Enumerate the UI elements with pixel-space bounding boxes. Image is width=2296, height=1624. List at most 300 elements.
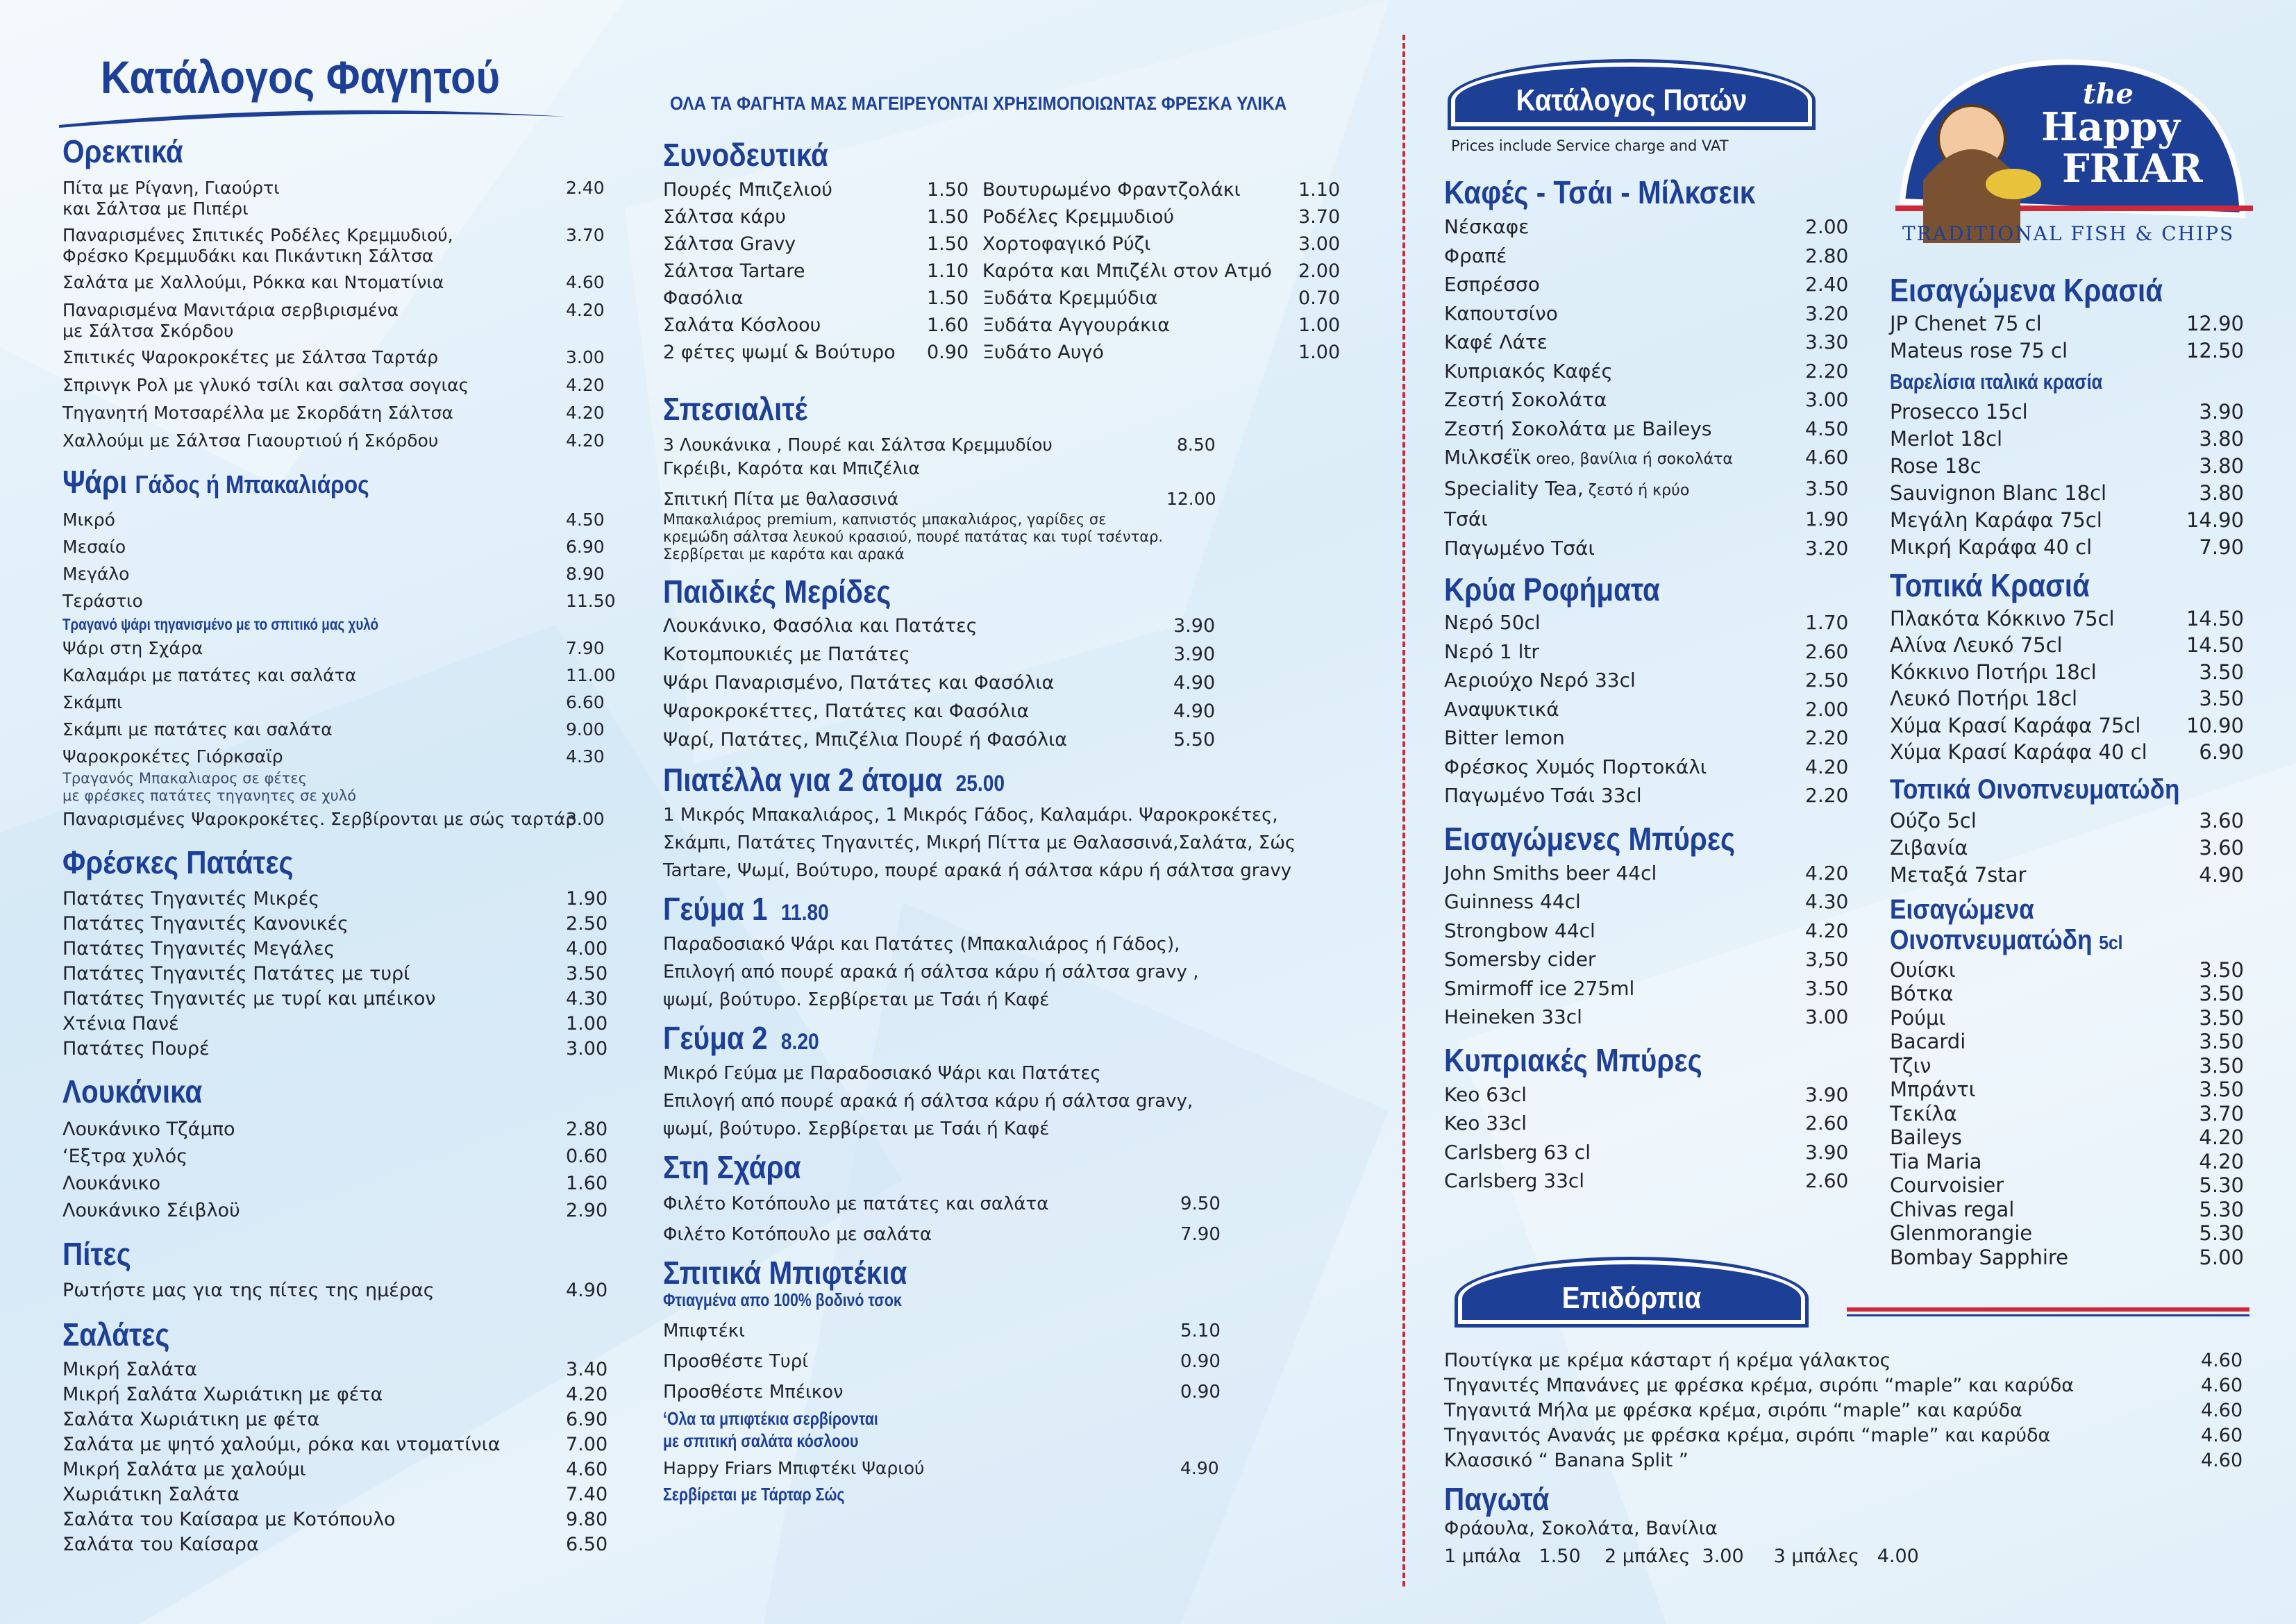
item-price: 2.60 (1805, 1112, 1849, 1135)
burger-note-2: με σπιτική σαλάτα κόσλοου (663, 1430, 859, 1451)
item-name: Bombay Sapphire (1890, 1245, 2069, 1269)
menu-item (663, 339, 969, 366)
menu-item (1444, 1003, 1888, 1032)
item-price: 3.00 (1805, 1005, 1849, 1028)
item-name: Chivas regal (1890, 1197, 2015, 1221)
section-title-pites: Πίτες (62, 1235, 131, 1272)
item-name: Bacardi (1890, 1030, 1966, 1054)
item-name: Παναρισμένες Σπιτικές Ροδέλες Κρεμμυδιού, (62, 225, 453, 245)
menu-item (62, 373, 618, 398)
item-name: Ξυδάτο Αυγό (982, 342, 1104, 363)
section-title-patates: Φρέσκες Πατάτες (62, 844, 294, 880)
item-name: Ψαροκροκέττες, Πατάτες και Φασόλια (663, 701, 1030, 722)
description-line: Επιλογή από πουρέ αρακά ή σάλτσα κάρυ ή σάλτσα gravy , (663, 962, 1199, 982)
item-name: Glenmorangie (1890, 1221, 2033, 1246)
menu-item (62, 689, 618, 716)
item-name: Λουκάνικο Σέιβλοϋ (62, 1199, 240, 1221)
item-price: 3.90 (1173, 615, 1216, 637)
item-price: 3.50 (2199, 982, 2244, 1006)
menu-item (1890, 399, 2244, 426)
item-name: Carlsberg 33cl (1444, 1169, 1585, 1192)
item-price: 3.80 (2199, 480, 2244, 505)
menu-item (62, 1532, 618, 1557)
menu-item (1444, 1398, 2249, 1423)
logo-friar: FRIAR (2062, 146, 2203, 192)
happy-friar-logo (1875, 35, 2263, 257)
logo-tagline: TRADITIONAL FISH & CHIPS (1902, 222, 2235, 245)
item-name: Smirmoff ice 275ml (1444, 976, 1635, 1000)
item-name: Πλακότα Κόκκινο 75cl (1890, 606, 2115, 630)
menu-item (1444, 299, 1888, 328)
item-price: 9.80 (566, 1508, 608, 1530)
item-name: Ροδέλες Κρεμμυδιού (982, 206, 1175, 228)
item-price: 4.20 (566, 403, 605, 423)
food-menu-title: Κατάλογος Φαγητού (101, 51, 501, 103)
menu-item (663, 726, 1357, 754)
item-name: Baileys (1890, 1125, 1962, 1150)
item-name: Σαλάτα του Καίσαρα με Κοτόπουλο (62, 1508, 396, 1530)
item-price: 4.60 (2201, 1425, 2243, 1446)
item-name: Χορτοφαγικό Ρύζι (982, 233, 1151, 255)
item-name: Σκάμπι με πατάτες και σαλάτα (62, 719, 333, 739)
section-title-platter: Πιατέλλα για 2 άτομα 25.00 (663, 762, 1005, 798)
item-price: 12.90 (2186, 312, 2244, 335)
item-price: 2.00 (1805, 697, 1849, 721)
menu-item (1890, 480, 2244, 507)
menu-item (1890, 1030, 2244, 1054)
seafood-pie-desc-3: Σερβίρεται με καρότα και αρακά (663, 546, 905, 562)
menu-item (62, 401, 618, 426)
column-food-2 (663, 139, 1357, 1505)
item-name: Νέσκαφε (1444, 215, 1530, 238)
item-name: Φασόλια (663, 287, 744, 309)
menu-item (1890, 1150, 2244, 1174)
item-name: Φιλέτο Κοτόπουλο με πατάτες και σαλάτα (663, 1194, 1049, 1214)
menu-item (982, 339, 1343, 366)
item-price: 4.90 (566, 1279, 608, 1301)
item-price: 3.90 (1805, 1140, 1849, 1164)
column-drinks-1 (1444, 176, 1888, 1196)
item-name: Ζεστή Σοκολάτα (1444, 388, 1607, 411)
item-price: 2.50 (1805, 669, 1849, 692)
divider-red (1847, 1307, 2249, 1312)
item-name: Νερό 50cl (1444, 611, 1541, 634)
menu-item (1444, 212, 1888, 242)
item-name: Σκάμπι (62, 692, 123, 712)
menu-item (1890, 685, 2244, 712)
item-name: Speciality Tea, (1444, 476, 1584, 500)
item-name: Κλασσικό “ Banana Split ” (1444, 1450, 1689, 1471)
item-price: 0.60 (566, 1145, 608, 1167)
item-name: Ούζο 5cl (1890, 808, 1977, 832)
item-price: 7.90 (2199, 535, 2244, 559)
menu-item (62, 587, 618, 614)
section-title-spesialite: Σπεσιαλιτέ (663, 391, 807, 427)
menu-item (62, 428, 618, 453)
seafood-pie-desc-1: Μπακαλιάρος premium, καπνιστός μπακαλιάρος, γαρίδες σε (663, 511, 1107, 528)
menu-item (62, 345, 618, 370)
item-name: Σάλτσα Gravy (663, 233, 796, 255)
menu-item (62, 1143, 618, 1170)
menu-item (1890, 862, 2244, 889)
divider-blue (1847, 1314, 2249, 1316)
menu-item (1890, 1198, 2244, 1222)
item-price: 2.90 (566, 1199, 608, 1221)
item-price: 4.90 (2199, 862, 2244, 887)
menu-item (62, 1357, 618, 1382)
section-title-biftekia: Σπιτικά Μπιφτέκια (663, 1255, 907, 1291)
item-name: Ζιβανία (1890, 835, 1968, 860)
item-price: 2.40 (566, 178, 605, 198)
item-name: Βότκα (1890, 982, 1954, 1006)
item-price: 1.60 (566, 1172, 608, 1194)
item-price: 3.50 (2199, 1078, 2244, 1102)
item-price: 3.70 (2199, 1101, 2244, 1125)
item-name: Λουκάνικο (62, 1172, 160, 1194)
item-name: Ξυδάτα Αγγουράκια (982, 315, 1170, 336)
item-name: Τζιν (1890, 1053, 1932, 1078)
item-price: 11.50 (566, 591, 616, 611)
menu-item (1890, 659, 2244, 686)
item-name: Παναρισμένα Μανιτάρια σερβιρισμένα (62, 300, 399, 320)
item-name: Σαλάτα με ψητό χαλούμι, ρόκα και ντοματίνια (62, 1433, 501, 1455)
menu-item (1890, 426, 2244, 453)
item-name: Σαλάτα με Χαλλούμι, Ρόκκα και Ντοματίνια (62, 272, 444, 292)
item-name: Λευκό Ποτήρι 18cl (1890, 687, 2078, 711)
menu-item (62, 298, 618, 323)
item-price: 3.50 (2199, 957, 2244, 982)
menu-item (1444, 695, 1888, 724)
draught-wines-subtitle: Βαρελίσια ιταλικά κρασία (1890, 369, 2103, 394)
item-price: 3.80 (2199, 453, 2244, 478)
menu-item (62, 662, 618, 689)
menu-item (62, 176, 618, 201)
ice-cream-scoops: 1 μπάλα 1.50 2 μπάλες 3.00 3 μπάλες 4.00 (1444, 1546, 1919, 1567)
item-price: 4.20 (1805, 919, 1849, 942)
item-price: 7.40 (566, 1483, 608, 1505)
logo-the: the (2083, 78, 2134, 110)
burger-beef-note: Φτιαγμένα απο 100% βοδινό τσοκ (663, 1289, 902, 1310)
item-price: 1.10 (1298, 179, 1341, 201)
menu-item (1890, 310, 2244, 337)
item-name: Σαλάτα του Καίσαρα (62, 1533, 259, 1555)
item-name: John Smiths beer 44cl (1444, 861, 1657, 885)
description-line: 1 Μικρός Μπακαλιάρος, 1 Μικρός Γάδος, Καλαμάρι. Ψαροκροκέτες, (663, 805, 1278, 826)
item-price: 2.40 (1805, 273, 1849, 296)
description-line: ψωμί, βούτυρο. Σερβίρεται με Τσάι ή Καφέ (663, 1119, 1050, 1139)
item-name: Καφέ Λάτε (1444, 330, 1548, 353)
item-name: Πατάτες Τηγανιτές Μεγάλες (62, 937, 335, 960)
item-price: 6.90 (2199, 740, 2244, 764)
menu-item (663, 640, 1357, 669)
item-name: Ψαροκροκέτες Γιόρκσαϊρ (62, 746, 283, 767)
item-name: Χωριάτικη Σαλάτα (62, 1483, 240, 1505)
item-name: Σαλάτα Χωριάτικη με φέτα (62, 1408, 320, 1430)
item-price: 3.50 (2199, 1005, 2244, 1030)
item-price: 4.30 (1805, 890, 1849, 913)
menu-item (62, 533, 618, 560)
item-detail: oreo, βανίλια ή σοκολάτα (1531, 451, 1733, 468)
item-name: Μεταξά 7star (1890, 862, 2027, 887)
menu-item: Σπιτική Πίτα με θαλασσινά 12.00 (663, 489, 1216, 509)
item-price: 3.60 (2199, 835, 2244, 860)
item-name: Σπρινγκ Ρολ με γλυκό τσίλι και σαλτσα σογιας (62, 375, 469, 395)
menu-item (1444, 1138, 1888, 1167)
item-name: Μιλκσέϊκ (1444, 446, 1532, 469)
menu-item (1444, 357, 1888, 386)
menu-item (1890, 632, 2244, 659)
item-name: Βουτυρωμένο Φραντζολάκι (982, 179, 1241, 201)
item-name: Καπουτσίνο (1444, 301, 1558, 325)
menu-item (1444, 666, 1888, 695)
menu-item (62, 1116, 618, 1143)
menu-item (663, 203, 969, 231)
item-name: Χτένια Πανέ (62, 1012, 179, 1035)
item-price: 4.20 (1805, 755, 1849, 778)
item-price: 4.50 (1805, 417, 1849, 440)
menu-item (1890, 835, 2244, 862)
item-name: Ρούμι (1890, 1005, 1946, 1030)
item-price: 4.20 (1805, 861, 1849, 885)
item-price: 14.50 (2186, 606, 2244, 630)
menu-item (1890, 453, 2244, 480)
prices-note: Prices include Service charge and VAT (1451, 137, 1729, 154)
description-line: Tartare, Ψωμί, Βούτυρο, πουρέ αρακά ή σάλτσα κάρυ ή σάλτσα gravy (663, 860, 1292, 881)
yorkshire-note-2: με φρέσκες πατάτες τηγανητες σε χυλό (62, 787, 357, 804)
menu-item (1890, 982, 2244, 1006)
menu-item (1444, 753, 1888, 782)
menu-item (663, 231, 969, 258)
menu-item (1444, 505, 1888, 534)
menu-item (1444, 916, 1888, 946)
item-price: 4.30 (566, 746, 605, 767)
column-food-1 (62, 135, 618, 1557)
menu-item (982, 231, 1343, 258)
item-name: Πατάτες Πουρέ (62, 1037, 210, 1060)
item-price: 4.60 (1805, 446, 1849, 469)
item-name: Ξυδάτα Κρεμμύδια (982, 287, 1158, 309)
section-title-paidikes: Παιδικές Μερίδες (663, 574, 891, 610)
item-price: 5.30 (2199, 1221, 2244, 1246)
ice-cream-flavours: Φράουλα, Σοκολάτα, Βανίλια (1444, 1518, 1718, 1539)
menu-item (62, 1277, 618, 1305)
item-name: Ψάρι στη Σχάρα (62, 637, 203, 658)
menu-item (663, 1189, 1357, 1219)
item-name: Mateus rose 75 cl (1890, 339, 2068, 362)
menu-item (1444, 328, 1888, 357)
item-price: 1.00 (1298, 342, 1341, 363)
item-name: Πατάτες Τηγανιτές με τυρί και μπέικον (62, 987, 436, 1010)
item-price: 3.50 (2199, 1030, 2244, 1054)
item-name: Εσπρέσσο (1444, 273, 1540, 296)
item-price: 3.50 (2199, 687, 2244, 711)
item-name: Τηγανιτά Μήλα με φρέσκα κρέμα, σιρόπι “maple” και καρύδα (1444, 1400, 2022, 1421)
column-drinks-2 (1890, 274, 2251, 1269)
menu-item (1444, 1348, 2249, 1373)
menu-item (1444, 637, 1888, 667)
section-title-kypr-beer: Κυπριακές Μπύρες (1444, 1041, 1702, 1078)
menu-item (1444, 474, 1888, 505)
item-name: Σάλτσα Tartare (663, 260, 805, 282)
item-price: 3.20 (1805, 536, 1849, 560)
item-price: 9.00 (566, 719, 605, 739)
menu-item (1444, 1448, 2249, 1473)
item-price: 4.20 (566, 300, 605, 320)
item-name: Keo 33cl (1444, 1112, 1527, 1135)
menu-item (1444, 415, 1888, 444)
item-name: Τεκίλα (1890, 1101, 1957, 1125)
item-name: Μεγάλο (62, 564, 130, 584)
item-name: Χύμα Κρασί Καράφα 75cl (1890, 713, 2141, 737)
seafood-pie-desc-2: κρεμώδη σάλτσα λευκού κρασιού, πουρέ πατάτας και τυρί τσένταρ. (663, 528, 1164, 545)
item-price: 1.00 (566, 1012, 608, 1035)
menu-item (62, 937, 618, 962)
item-name: Καλαμάρι με πατάτες και σαλάτα (62, 664, 357, 685)
dessert-section (1444, 1348, 2249, 1571)
menu-item (663, 697, 1357, 726)
item-price: 2.50 (566, 912, 608, 935)
item-name: Somersby cider (1444, 948, 1596, 971)
item-price: 3.20 (1805, 301, 1849, 325)
description-line: Παραδοσιακό Ψάρι και Πατάτες (Μπακαλιάρος ή Γάδος), (663, 934, 1180, 955)
item-price: 14.50 (2186, 633, 2244, 658)
menu-item (62, 1382, 618, 1407)
title-swoosh (56, 104, 569, 132)
menu-item (62, 1170, 618, 1197)
item-price: 11.00 (566, 664, 616, 685)
item-price: 0.70 (1298, 287, 1341, 309)
item-price: 5.30 (2199, 1197, 2244, 1221)
menu-item (1444, 723, 1888, 753)
item-price: 5.30 (2199, 1173, 2244, 1198)
menu-item (663, 1316, 1357, 1346)
item-price: 3.60 (2199, 808, 2244, 832)
item-name: ‘Εξτρα χυλός (62, 1145, 188, 1167)
section-title-eisag-oin-2: Οινοπνευματώδη 5cl (1890, 924, 2123, 955)
section-title-geuma2: Γεύμα 2 8.20 (663, 1020, 819, 1056)
menu-item (1890, 1125, 2244, 1150)
menu-item (62, 912, 618, 937)
item-price: 1.60 (927, 315, 969, 336)
item-name: Πουρές Μπιζελιού (663, 179, 832, 201)
item-name: Μικρή Σαλάτα με χαλούμι (62, 1458, 306, 1480)
item-price: 3.50 (1805, 476, 1849, 500)
menu-item (1890, 605, 2244, 633)
item-name: Ψαρί, Πατάτες, Μπιζέλια Πουρέ ή Φασόλια (663, 729, 1068, 751)
item-name: Σαλάτα Κόσλοου (663, 315, 821, 336)
section-title-synodeftika: Συνοδευτικά (663, 137, 828, 173)
item-name: Παγωμένο Τσάι (1444, 536, 1595, 560)
item-name: Μικρό (62, 510, 115, 530)
item-name: Κόκκινο Ποτήρι 18cl (1890, 660, 2097, 684)
item-price: 6.60 (566, 692, 605, 712)
item-name: Tia Maria (1890, 1149, 1982, 1173)
section-title-sxara: Στη Σχάρα (663, 1149, 801, 1185)
item-name: Ζεστή Σοκολάτα με Baileys (1444, 417, 1712, 440)
item-name-continued: και Σάλτσα με Πιπέρι (62, 199, 249, 219)
item-name: Bitter lemon (1444, 726, 1565, 749)
item-price: 5.10 (1180, 1320, 1221, 1341)
item-name: Prosecco 15cl (1890, 399, 2028, 424)
item-price: 4.50 (566, 510, 605, 530)
menu-item (1890, 507, 2244, 534)
item-price: 6.90 (566, 537, 605, 557)
menu-item (663, 285, 969, 312)
item-price: 3.70 (1298, 206, 1341, 228)
item-name: Τηγανητή Μοτσαρέλλα με Σκορδάτη Σάλτσα (62, 403, 453, 423)
item-price: 3.30 (1805, 330, 1849, 353)
item-price: 4.20 (566, 375, 605, 395)
item-name: Heineken 33cl (1444, 1005, 1582, 1028)
menu-item (62, 1507, 618, 1532)
menu-item (1890, 1054, 2244, 1078)
item-price: 3.00 (566, 347, 605, 367)
item-name: Τσάι (1444, 508, 1488, 530)
menu-item (1890, 337, 2244, 365)
item-name: JP Chenet 75 cl (1890, 312, 2042, 335)
item-price: 2.60 (1805, 639, 1849, 663)
menu-item (1890, 958, 2244, 982)
item-price: 7.90 (566, 637, 605, 658)
item-name: Σπιτικές Ψαροκροκέτες με Σάλτσα Ταρτάρ (62, 347, 439, 367)
menu-item (62, 635, 618, 662)
menu-item (1890, 534, 2244, 561)
item-name: Αεριούχο Νερό 33cl (1444, 669, 1636, 692)
menu-item (982, 176, 1343, 203)
item-price: 3.00 (566, 1037, 608, 1060)
menu-item (1444, 781, 1888, 810)
item-name: Καρότα και Μπιζέλι στον Ατμό (982, 260, 1272, 282)
item-name: Μεγάλη Καράφα 75cl (1890, 508, 2102, 532)
menu-item (982, 203, 1343, 231)
menu-item (62, 1432, 618, 1457)
item-name: Κοτομπουκιές με Πατάτες (663, 644, 910, 665)
section-title-kafes: Καφές - Τσάι - Μίλκσεικ (1444, 174, 1756, 210)
item-name: Φραπέ (1444, 244, 1507, 267)
item-price: 3.40 (566, 1358, 608, 1380)
item-price: 4.60 (566, 1458, 608, 1480)
menu-item (62, 962, 618, 987)
section-title-topika: Τοπικά Κρασιά (1890, 567, 2090, 603)
dessert-title: Επιδόρπια (1561, 1281, 1702, 1315)
section-title-pagota: Παγωτά (1444, 1481, 1550, 1517)
item-name: Σάλτσα κάρυ (663, 206, 787, 228)
item-name: Φρέσκος Χυμός Πορτοκάλι (1444, 755, 1707, 778)
menu-item: 3 Λουκάνικα , Πουρέ και Σάλτσα Κρεμμυδίου 8.50 (663, 435, 1216, 455)
menu-item (982, 285, 1343, 312)
column-divider (1402, 35, 1405, 1587)
item-price: 4.60 (2201, 1350, 2243, 1371)
item-name: Merlot 18cl (1890, 426, 2003, 451)
menu-item (62, 223, 618, 248)
item-price: 3.70 (566, 225, 605, 245)
menu-item (1890, 1246, 2244, 1270)
menu-item (663, 176, 969, 203)
item-name: Νερό 1 ltr (1444, 639, 1539, 663)
item-price: 2.80 (566, 1118, 608, 1140)
menu-item (1444, 242, 1888, 271)
item-price: 4.60 (566, 272, 605, 292)
menu-item (1444, 1166, 1888, 1196)
section-title-krya: Κρύα Ροφήματα (1444, 571, 1660, 608)
item-name: Μεσαίο (62, 537, 126, 557)
item-name: Μπιφτέκι (663, 1320, 745, 1341)
menu-item (1444, 385, 1888, 415)
item-detail: ζεστό ή κρύο (1583, 481, 1690, 499)
item-price: 0.90 (1180, 1350, 1221, 1372)
item-price: 8.90 (566, 564, 605, 584)
item-name: Ουίσκι (1890, 957, 1956, 982)
